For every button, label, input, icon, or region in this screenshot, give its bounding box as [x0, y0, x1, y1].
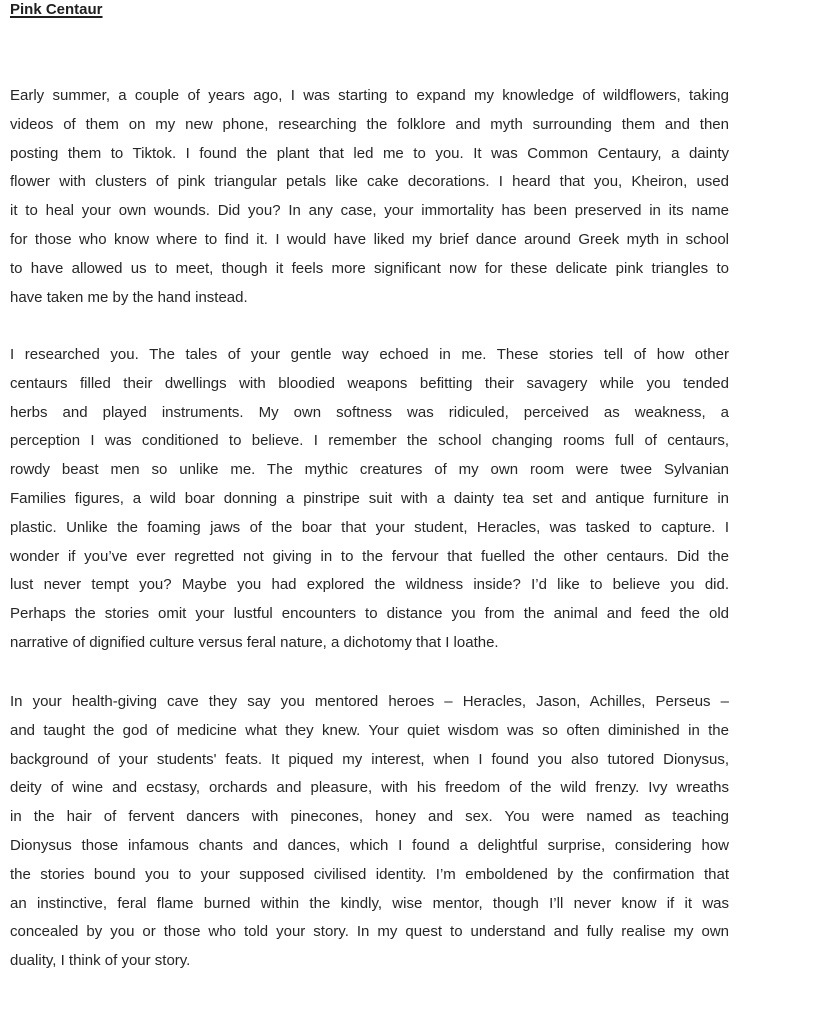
text-line: lust never tempt you? Maybe you had explored the wildness inside? I’d like to believe you did. [10, 576, 729, 594]
text-line: deity of wine and ecstasy, orchards and pleasure, with his freedom of the wild frenzy. Ivy wreaths [10, 779, 729, 797]
text-line: centaurs filled their dwellings with bloodied weapons befitting their savagery while you tended [10, 374, 729, 392]
text-line: narrative of dignified culture versus feral nature, a dichotomy that I loathe. [10, 633, 499, 651]
text-line: Perhaps the stories omit your lustful encounters to distance you from the animal and feed the old [10, 605, 729, 623]
text-line: in the hair of fervent dancers with pinecones, honey and sex. You were named as teaching [10, 808, 729, 826]
text-line: rowdy beast men so unlike me. The mythic creatures of my own room were twee Sylvanian [10, 461, 729, 479]
text-line: perception I was conditioned to believe. I remember the school changing rooms full of centaurs, [10, 432, 729, 450]
text-line: herbs and played instruments. My own softness was ridiculed, perceived as weakness, a [10, 403, 729, 421]
text-line: background of your students' feats. It piqued my interest, when I found you also tutored Dionysus, [10, 750, 729, 768]
text-line: wonder if you’ve ever regretted not giving in to the fervour that fuelled the other centaurs. Did the [10, 547, 729, 565]
paragraph-3 [10, 688, 729, 976]
paragraph-2 [10, 341, 729, 658]
text-line: to have allowed us to meet, though it feels more significant now for these delicate pink triangles to [10, 259, 729, 277]
text-line: Early summer, a couple of years ago, I was starting to expand my knowledge of wildflowers, taking [10, 87, 729, 104]
text-line: the stories bound you to your supposed civilised identity. I’m emboldened by the confirmation that [10, 865, 729, 883]
text-line: flower with clusters of pink triangular petals like cake decorations. I heard that you, Kheiron, used [10, 173, 729, 191]
text-line: posting them to Tiktok. I found the plant that led me to you. It was Common Centaury, a dainty [10, 144, 729, 162]
document-title: Pink Centaur [10, 1, 103, 18]
text-line: for those who know where to find it. I would have liked my brief dance around Greek myth in school [10, 230, 729, 248]
text-line: have taken me by the hand instead. [10, 288, 248, 306]
text-line: concealed by you or those who told your story. In my quest to understand and fully realise my own [10, 923, 729, 941]
text-line: videos of them on my new phone, researching the folklore and myth surrounding them and then [10, 115, 729, 133]
text-line: and taught the god of medicine what they knew. Your quiet wisdom was so often diminished in the [10, 721, 729, 739]
text-line: Dionysus those infamous chants and dances, which I found a delightful surprise, considering how [10, 836, 729, 854]
text-line: duality, I think of your story. [10, 952, 191, 970]
text-line: plastic. Unlike the foaming jaws of the boar that your student, Heracles, was tasked to capture. I [10, 518, 729, 536]
text-line: it to heal your own wounds. Did you? In any case, your immortality has been preserved in its name [10, 202, 729, 220]
paragraph-1 [10, 82, 729, 312]
text-line: an instinctive, feral flame burned within the kindly, wise mentor, though I’ll never know if it was [10, 894, 729, 912]
text-line: In your health-giving cave they say you mentored heroes – Heracles, Jason, Achilles, Perseus – [10, 693, 729, 710]
text-line: I researched you. The tales of your gentle way echoed in me. These stories tell of how other [10, 346, 729, 363]
text-line: Families figures, a wild boar donning a pinstripe suit with a dainty tea set and antique furniture in [10, 489, 729, 507]
